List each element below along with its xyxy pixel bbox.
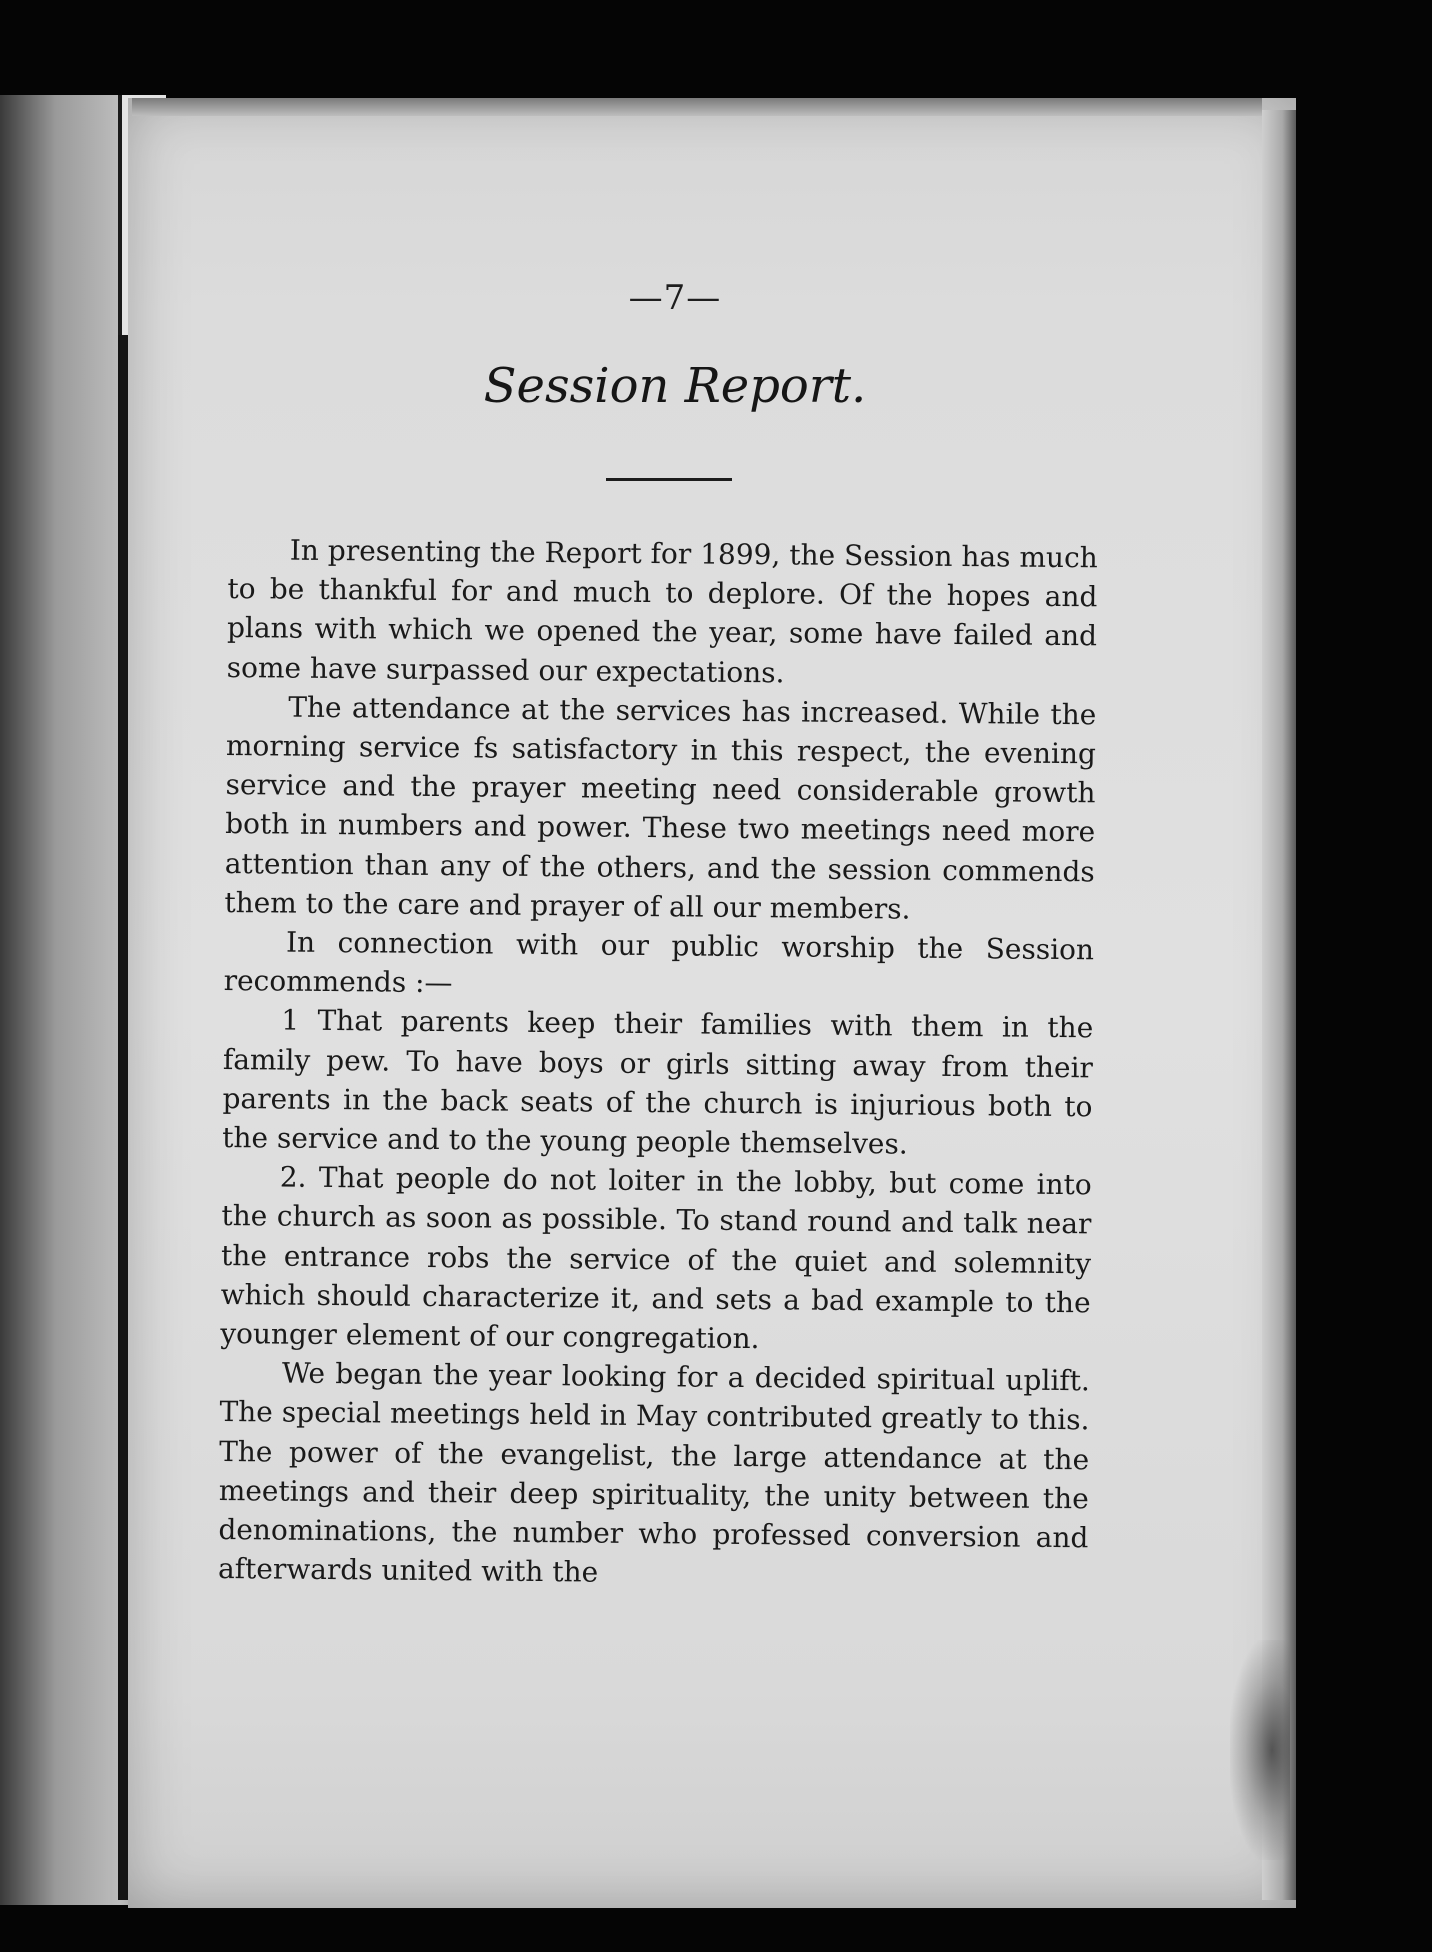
recommendation-item: 2. That people do not loiter in the lobby, but come into the church as soon as possible. To stand round and talk near the entrance robs the service of the quiet and solemnity which should characterize it, and sets a bad example to the younger element of our congregation. (220, 1160, 1092, 1356)
title-divider (606, 478, 732, 481)
paragraph: In presenting the Report for 1899, the Session has much to be thankful for and much to deplore. Of the hopes and plans with which we opened the year, some have failed and some have surpassed our expectations. (226, 533, 1098, 689)
page-number: —7— (628, 278, 722, 318)
page-top-edge (132, 98, 1262, 116)
page-title: Session Report. (483, 358, 867, 414)
book-spine (118, 335, 128, 1900)
page-stain (1230, 1640, 1290, 1860)
paragraph: In connection with our public worship the Session recommends :— (223, 925, 1095, 1000)
paragraph: The attendance at the services has increased. While the morning service fs satisfactory in this respect, the evening service and the prayer meeting need considerable growth both in numbers and power. These two meetings need more attention than any of the others, and the session commends them to the care and prayer of all our members. (224, 690, 1097, 926)
report-body (218, 530, 1098, 1597)
recommendation-item: 1 That parents keep their families with them in the family pew. To have boys or girls sitting away from their parents in the back seats of the church is injurious both to the service and to the young people themselves. (222, 1003, 1094, 1161)
paragraph: We began the year looking for a decided spiritual uplift. The special meetings held in May contributed greatly to this. The power of the evangelist, the large attendance at the meetings and their deep spirituality, the unity between the denominations, the number who professed conversion and afterwards united with the (217, 1356, 1091, 1589)
